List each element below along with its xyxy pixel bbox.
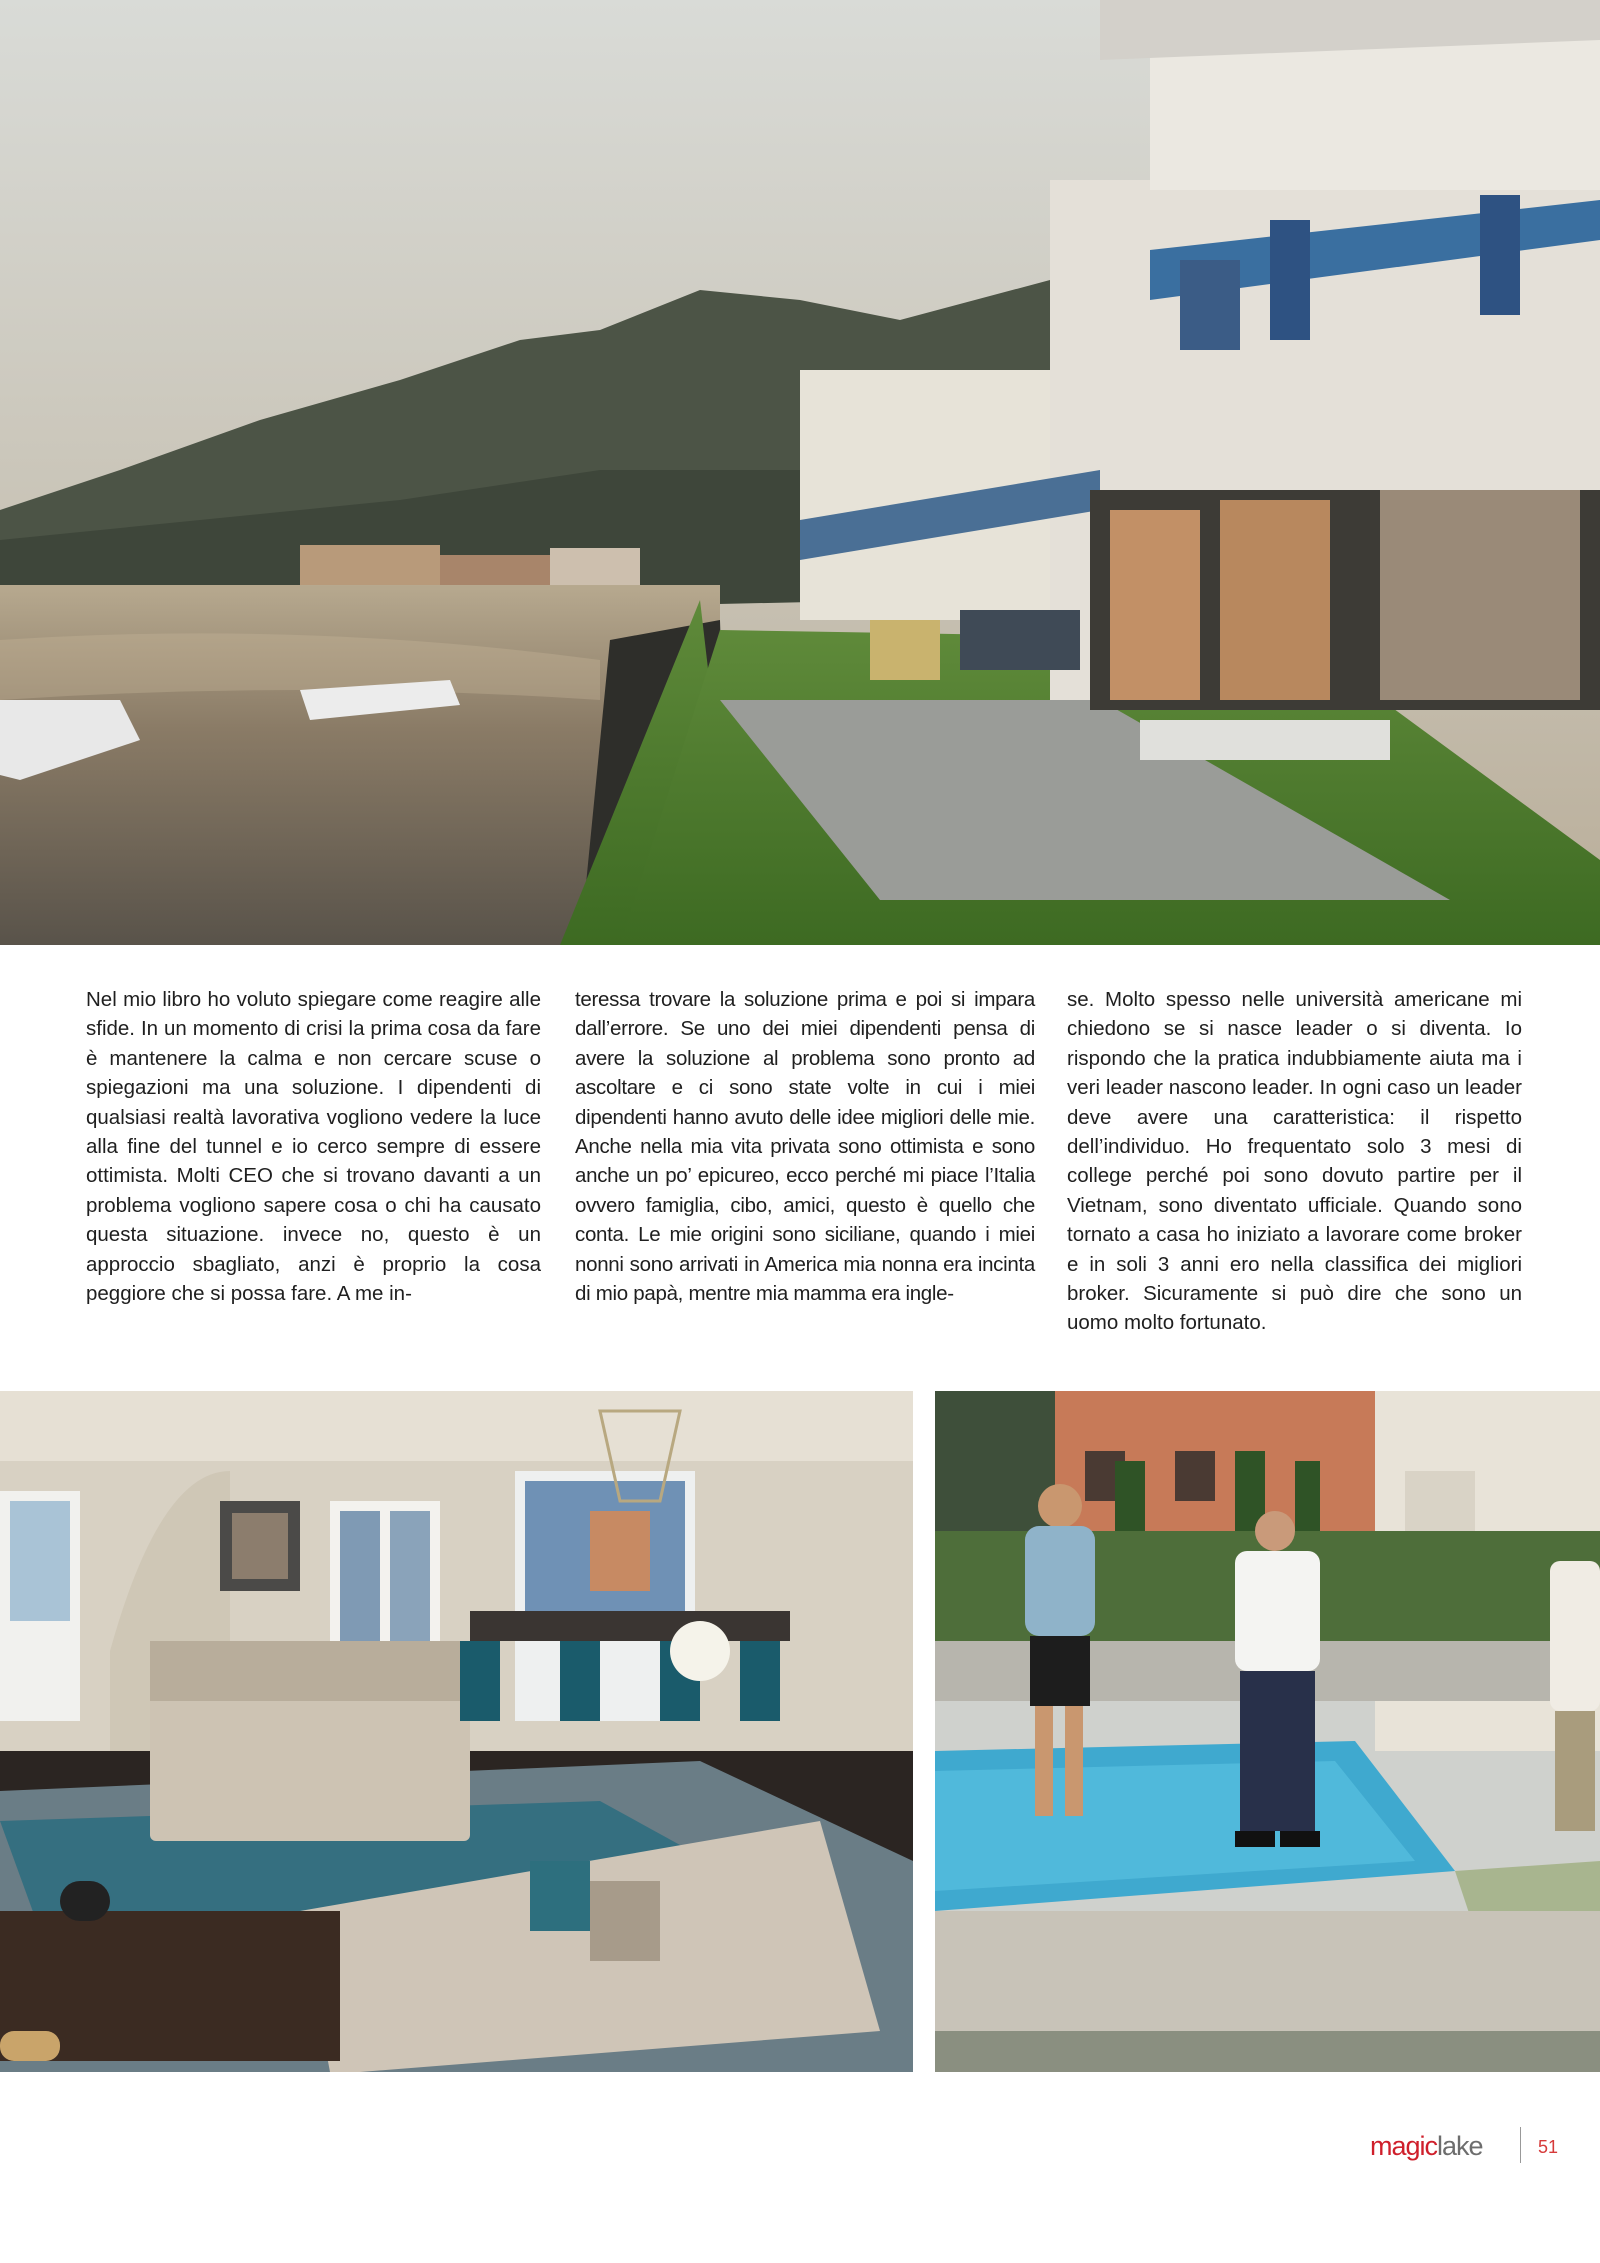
- living-room-photo: [0, 1391, 913, 2072]
- logo-part-magic: magic: [1370, 2131, 1438, 2161]
- article-column-1: [86, 985, 541, 1308]
- poolside-photo: [935, 1391, 1600, 2072]
- footer-divider: [1520, 2127, 1521, 2163]
- magazine-logo: [1370, 2131, 1483, 2162]
- article-text-1: Nel mio libro ho voluto spiegare come reagire alle sfide. In un momento di crisi la prima cosa da fare è mantenere la calma e non cercare scuse o spiegazioni ma una soluzione. I dipendenti di qualsiasi realtà lavorativa vogliono vedere la luce alla fine del tunnel e io cerco sempre di essere ottimista. Molti CEO che si trovano davanti a un problema vogliono sapere cosa o chi ha causato questa situazione. invece no, questo è un approccio sbagliato, anzi è proprio la cosa peggiore che si possa fare. A me in-: [86, 988, 541, 1306]
- page-footer: [1370, 2127, 1570, 2167]
- article-text-3: se. Molto spesso nelle università americane mi chiedono se si nasce leader o si diventa. Io rispondo che la pratica indubbiamente aiuta ma i veri leader nascono leader. In ogni caso un leader deve avere una caratteristica: il rispetto dell’individuo. Ho frequentato solo 3 mesi di college perché poi sono dovuto partire per il Vietnam, sono diventato ufficiale. Quando sono tornato a casa ho iniziato a lavorare come broker e in soli 3 anni ero nella classifica dei migliori broker. Sicuramente si può dire che sono un uomo molto fortunato.: [1067, 988, 1522, 1335]
- article-text-2: teressa trovare la soluzione prima e poi si impara dall’errore. Se uno dei miei dipendenti pensa di avere la soluzione al problema sono pronto ad ascoltare e ci sono state volte in cui i miei dipendenti hanno avuto delle idee migliori delle mie. Anche nella mia vita privata sono ottimista e sono anche un po’ epicureo, ecco perché mi piace l’Italia ovvero famiglia, cibo, amici, questo è quello che conta. Le mie origini sono siciliane, quando i miei nonni sono arrivati in America mia nonna era incinta di mio papà, mentre mia mamma era ingle-: [575, 988, 1035, 1306]
- logo-part-lake: lake: [1437, 2131, 1483, 2161]
- article-column-2: [575, 985, 1035, 1308]
- article-column-3: [1067, 985, 1522, 1338]
- hero-photo-lakeside-villa: [0, 0, 1600, 945]
- page-number: 51: [1538, 2137, 1559, 2157]
